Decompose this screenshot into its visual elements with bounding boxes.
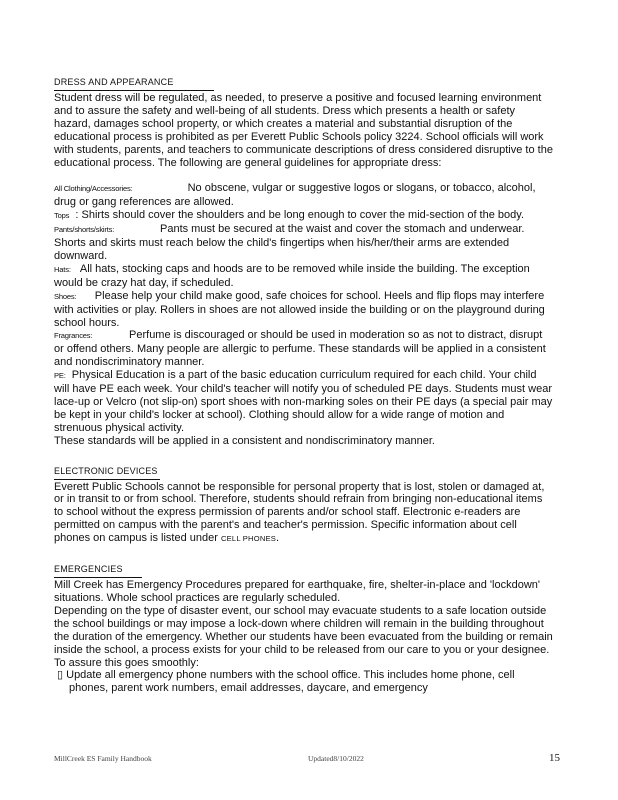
dress-item-tops <box>54 209 554 223</box>
electronic-body: Everett Public Schools cannot be responsible for personal property that is lost, stolen or damaged at, or in transit to or from school. Therefore, students should refrain from bringing non-educational items to school without the express permission of parents and/or school staff. Electronic e-readers are permitted on campus with the parent's and teacher's permission. Specific information about cell phones on campus is listed under <box>54 480 545 545</box>
emergencies-heading-underline <box>54 559 142 578</box>
dress-item-text: No obscene, vulgar or suggestive logos or slogans, or tobacco, alcohol, drug or gang references are allowed. <box>54 182 536 209</box>
dress-closing: These standards will be applied in a consistent and nondiscriminatory manner. <box>54 434 435 447</box>
dress-item-label: Fragrances: <box>54 331 93 341</box>
dress-item-label: PE: <box>54 371 66 381</box>
electronic-text <box>54 481 554 547</box>
dress-item-text: Perfume is discouraged or should be used in moderation so as not to distract, disrupt or offend others. Many people are allergic to perfume. These standards will be applied in a consistent and nondiscriminatory manner. <box>54 329 546 369</box>
footer-handbook-title: MillCreek ES Family Handbook <box>54 754 152 763</box>
dress-item-label: Tops <box>54 211 70 221</box>
emergencies-heading: EMERGENCIES <box>54 564 123 575</box>
dress-heading: DRESS AND APPEARANCE <box>54 77 174 87</box>
dress-item-text: Please help your child make good, safe choices for school. Heels and flip flops may interfere with activities or play. Rollers in shoes are not allowed inside the building or on the playground during school hours. <box>54 289 545 329</box>
bullet-icon: ▯ <box>57 669 64 682</box>
dress-item-clothing <box>54 182 554 209</box>
dress-item-text: : Shirts should cover the shoulders and be long enough to cover the mid-section of the body. <box>75 209 525 222</box>
handbook-page <box>54 72 554 695</box>
dress-item-text: Physical Education is a part of the basic education curriculum required for each child. Your child will have PE each week. Your child's teacher will notify you of scheduled PE days. Students must wear lace-up or Velcro (not slip-on) sport shoes with non-marking soles on their PE days (a special pair may be kept in your child's locker at school). Clothing should allow for a wide range of motion and strenuous physical activity. <box>54 369 553 434</box>
dress-item-label: Pants/shorts/skirts: <box>54 225 115 235</box>
electronic-end: . <box>276 532 280 545</box>
dress-item-fragrances <box>54 329 554 369</box>
dress-item-hats <box>54 263 554 290</box>
cell-phones-reference: CELL PHONES <box>220 534 277 544</box>
dress-heading-underline <box>54 72 214 91</box>
page-footer <box>54 752 560 766</box>
dress-item-text: Pants must be secured at the waist and cover the stomach and underwear. Shorts and skirts must reach below the child's fingertips when his/her/their arms are extended downward. <box>54 223 525 262</box>
dress-intro: Student dress will be regulated, as needed, to preserve a positive and focused learning environment and to assure the safety and well-being of all students. Dress which presents a health or safety hazard, damages school property, or which creates a material and substantial disruption of the educational process is prohibited as per Everett Public Schools policy 3224. School officials will work with students, parents, and teachers to communicate descriptions of dress considered disruptive to the educational process. The following are general guidelines for appropriate dress: <box>54 92 553 169</box>
emergencies-bullet-text: Update all emergency phone numbers with the school office. This includes home phone, cell phones, parent work numbers, email addresses, daycare, and emergency <box>66 669 515 695</box>
electronic-heading: ELECTRONIC DEVICES <box>54 465 158 476</box>
emergencies-bullet <box>54 669 554 695</box>
dress-item-label: All Clothing/Accessories: <box>54 184 133 194</box>
footer-updated-date: Updated8/10/2022 <box>308 754 364 763</box>
dress-item-label: Hats: <box>54 264 71 274</box>
dress-item-pants <box>54 223 554 263</box>
electronic-heading-underline <box>54 461 160 480</box>
dress-item-label: Shoes: <box>54 291 77 301</box>
page-number: 15 <box>549 752 560 764</box>
emergencies-p2: Depending on the type of disaster event, our school may evacuate students to a safe location outside the school buildings or may impose a lock-down where children will remain in the building throughout the duration of the emergency. Whether our students have been evacuated from the building or remain inside the school, a process exists for your child to be released from our care to you or your designee. To assure this goes smoothly: <box>54 604 553 669</box>
dress-item-shoes <box>54 290 554 330</box>
dress-item-text: All hats, stocking caps and hoods are to be removed while inside the building. The exception would be crazy hat day, if scheduled. <box>54 262 530 289</box>
emergencies-p1: Mill Creek has Emergency Procedures prepared for earthquake, fire, shelter-in-place and 'lockdown' situations. Whole school practices are regularly scheduled. <box>54 579 540 604</box>
dress-item-pe <box>54 369 554 435</box>
